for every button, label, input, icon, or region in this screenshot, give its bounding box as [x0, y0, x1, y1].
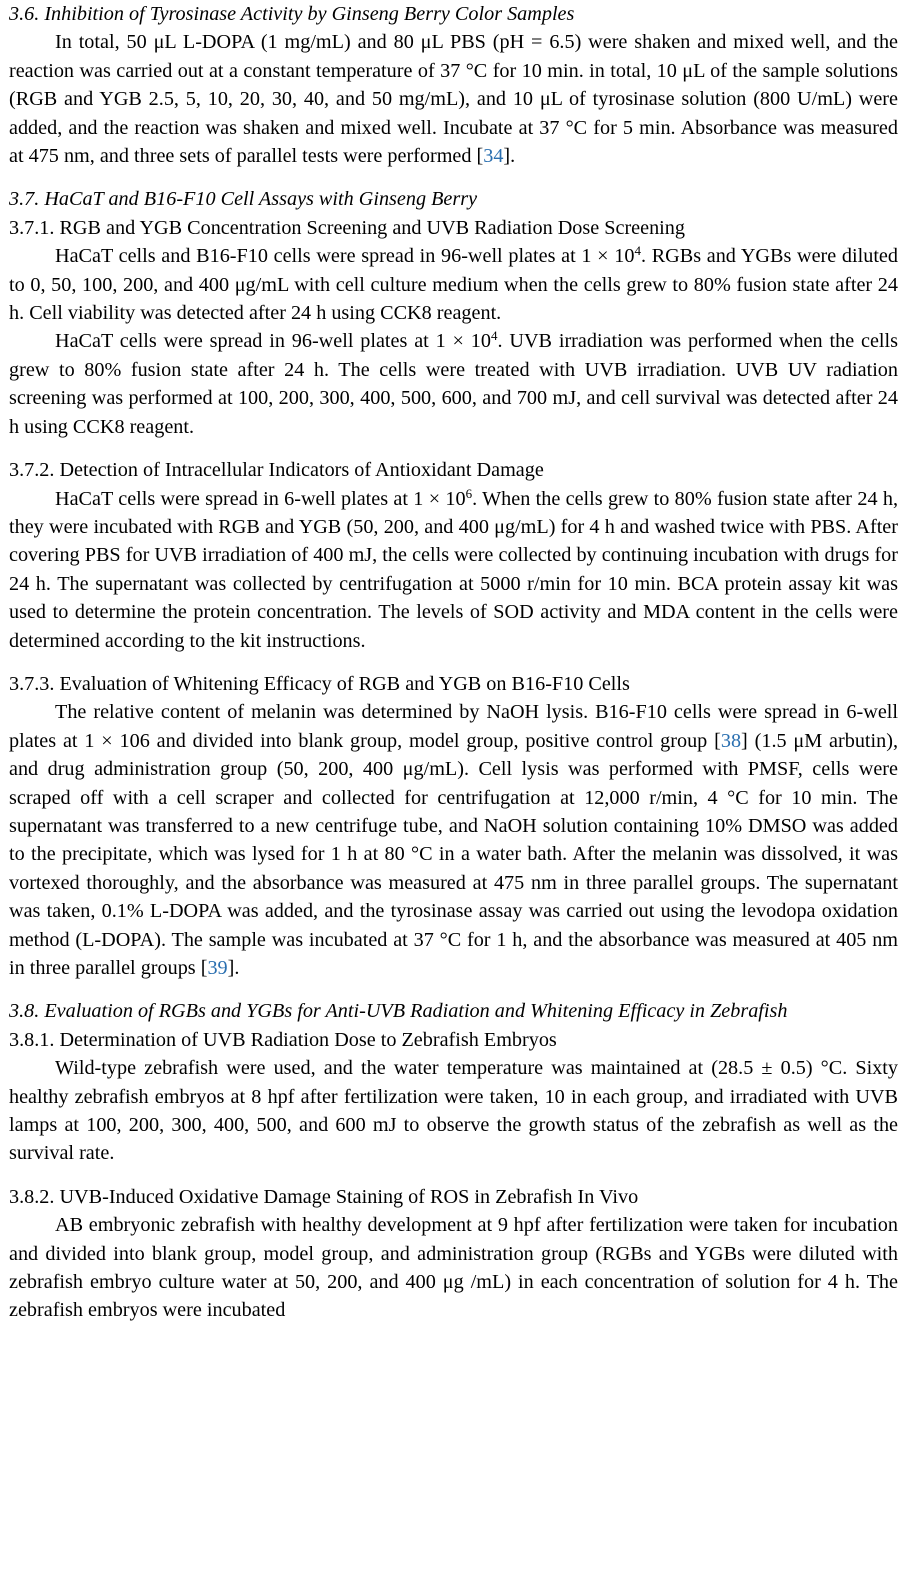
paragraph-3-8-1-1: Wild-type zebrafish were used, and the water temperature was maintained at (28.5 ± 0.5) °C. Sixty healthy zebrafish embryos at 8 hpf after fertilization were taken, 10 in each group, and irradiated with UVB lamps at 100, 200, 300, 400, 500, and 600 mJ to observe the growth status of the zebrafish as well as the survival rate.: [9, 1057, 898, 1165]
section-spacer: [9, 1168, 898, 1183]
paragraph-text: . RGBs and YGBs were diluted to 0, 50, 100, 200, and 400 μg/mL with cell culture medium when the cells grew to 80% fusion state after 24 h. Cell viability was detected after 24 h using CCK8 reagent.: [9, 245, 898, 325]
section-spacer: [9, 170, 898, 185]
paragraph-text: . UVB irradiation was performed when the cells grew to 80% fusion state after 24 h. The cells were treated with UVB irradiation. UVB UV radiation screening was performed at 100, 200, 300, 400, 500, 600, and 700 mJ, and cell survival was detected after 24 h using CCK8 reagent.: [9, 330, 898, 438]
subsection-heading-3-8-2: 3.8.2. UVB-Induced Oxidative Damage Staining of ROS in Zebrafish In Vivo: [9, 1185, 639, 1208]
paragraph-text: ].: [227, 957, 240, 979]
section-spacer: [9, 655, 898, 670]
paragraph-text: In total, 50 μL L-DOPA (1 mg/mL) and 80 μL PBS (pH = 6.5) were shaken and mixed well, and the reaction was carried out at a constant temperature of 37 °C for 10 min. in total, 10 μL of the sample solutions (RGB and YGB 2.5, 5, 10, 20, 30, 40, and 50 mg/mL), and 10 μL of tyrosinase solution (800 U/mL) were added, and the reaction was shaken and mixed well. Incubate at 37 °C for 5 min. Absorbance was measured at 475 nm, and three sets of parallel tests were performed [: [9, 31, 898, 168]
paragraph-3-6-1: [9, 28, 898, 170]
paragraph-3-7-3-1: [9, 698, 898, 982]
subsection-heading-3-7-1: 3.7.1. RGB and YGB Concentration Screening and UVB Radiation Dose Screening: [9, 216, 685, 239]
paragraph-text: HaCaT cells were spread in 96-well plates at 1 × 10: [55, 330, 491, 353]
citation-link-34[interactable]: 34: [483, 145, 504, 168]
citation-link-38[interactable]: 38: [720, 729, 742, 752]
paragraph-text: HaCaT cells were spread in 6-well plates at 1 × 10: [55, 487, 466, 510]
section-spacer: [9, 441, 898, 456]
subsection-heading-3-7-2: 3.7.2. Detection of Intracellular Indicators of Antioxidant Damage: [9, 459, 544, 482]
superscript-exponent: 4: [634, 243, 641, 259]
subsection-heading-3-8-1: 3.8.1. Determination of UVB Radiation Dose to Zebrafish Embryos: [9, 1028, 557, 1051]
paragraph-3-7-1-2: [9, 327, 898, 441]
paragraph-text: The relative content of melanin was determined by NaOH lysis. B16-F10 cells were spread in 6-well plates at 1 × 106 and divided into blank group, model group, positive control group [: [9, 701, 898, 752]
paragraph-3-8-2-1: AB embryonic zebrafish with healthy development at 9 hpf after fertilization were taken for incubation and divided into blank group, model group, and administration group (RGBs and YGBs were diluted with zebrafish embryo culture water at 50, 200, and 400 μg /mL) in each concentration of solution for 4 h. The zebrafish embryos were incubated: [9, 1214, 898, 1322]
subsection-heading-3-7-3: 3.7.3. Evaluation of Whitening Efficacy of RGB and YGB on B16-F10 Cells: [9, 672, 630, 695]
paragraph-3-7-2-1: [9, 485, 898, 655]
paragraph-text: . When the cells grew to 80% fusion state after 24 h, they were incubated with RGB and YGB (50, 200, and 400 μg/mL) for 4 h and washed twice with PBS. After covering PBS for UVB irradiation of 400 mJ, the cells were collected by continuing incubation with drugs for 24 h. The supernatant was collected by centrifugation at 5000 r/min for 10 min. BCA protein assay kit was used to determine the protein concentration. The levels of SOD activity and MDA content in the cells were determined according to the kit instructions.: [9, 487, 898, 652]
superscript-exponent: 6: [465, 485, 473, 501]
citation-link-39[interactable]: 39: [207, 957, 228, 979]
paragraph-text: ].: [503, 145, 516, 168]
paragraph-3-7-1-1: [9, 242, 898, 327]
section-heading-3-8: 3.8. Evaluation of RGBs and YGBs for Anti-UVB Radiation and Whitening Efficacy in Zebrafish: [9, 1000, 788, 1023]
section-heading-3-7: 3.7. HaCaT and B16-F10 Cell Assays with Ginseng Berry: [9, 188, 478, 211]
paragraph-text: HaCaT cells and B16-F10 cells were spread in 96-well plates at 1 × 10: [55, 245, 635, 268]
section-spacer: [9, 982, 898, 997]
superscript-exponent: 4: [490, 328, 498, 344]
paragraph-text: ] (1.5 μM arbutin), and drug administration group (50, 200, 400 μg/mL). Cell lysis was performed with PMSF, cells were scraped off with a cell scraper and collected for centrifugation at 12,000 r/min, 4 °C for 10 min. The supernatant was transferred to a new centrifuge tube, and NaOH solution containing 10% DMSO was added to the precipitate, which was lysed for 1 h at 80 °C in a water bath. After the melanin was dissolved, it was vortexed thoroughly, and the absorbance was measured at 475 nm in three parallel groups. The supernatant was taken, 0.1% L-DOPA was added, and the tyrosinase assay was carried out using the levodopa oxidation method (L-DOPA). The sample was incubated at 37 °C for 1 h, and the absorbance was measured at 405 nm in three parallel groups [: [9, 729, 899, 979]
section-heading-3-6: 3.6. Inhibition of Tyrosinase Activity by Ginseng Berry Color Samples: [9, 3, 575, 25]
